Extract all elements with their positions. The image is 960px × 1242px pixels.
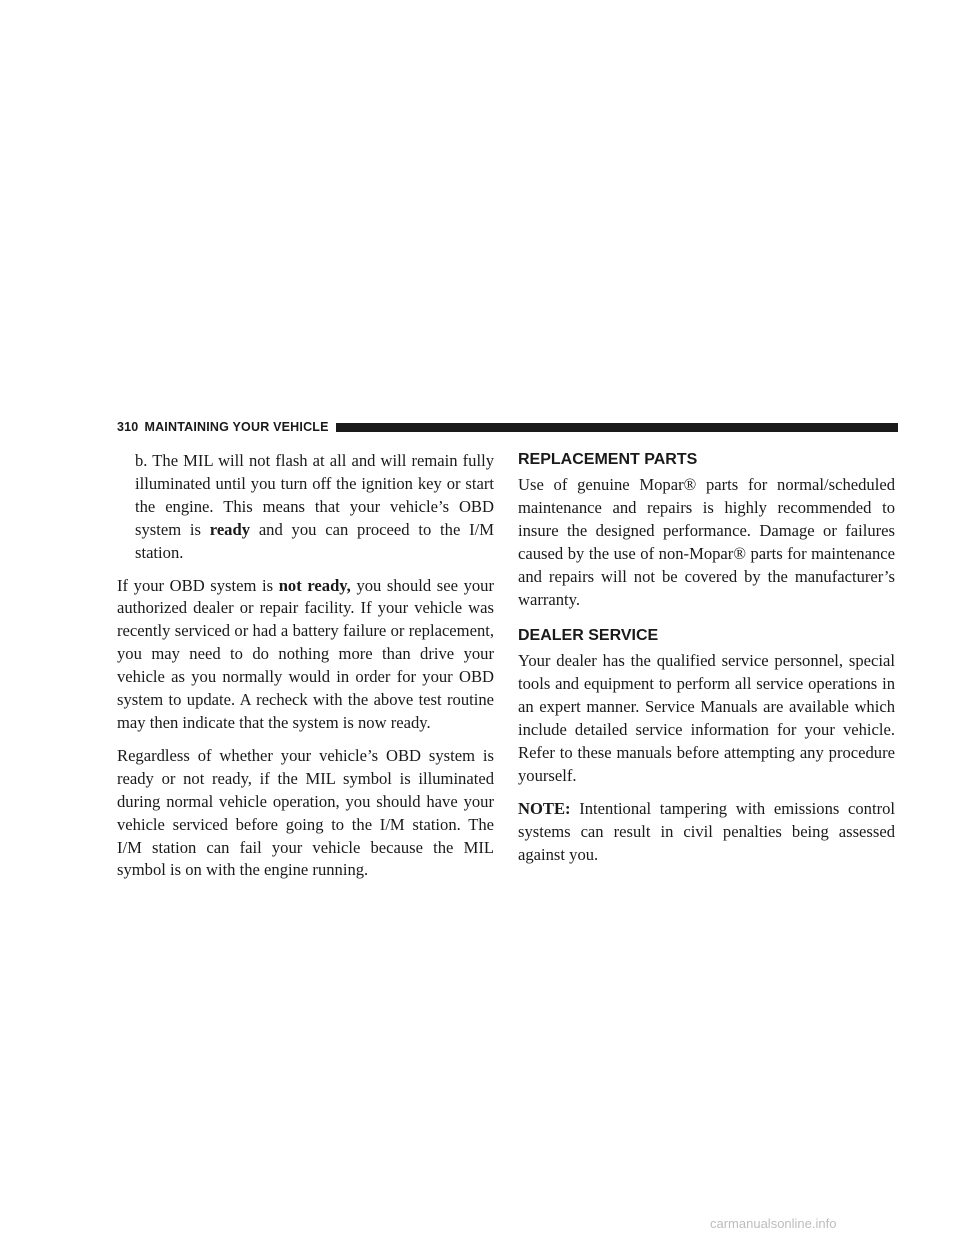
watermark: carmanualsonline.info [710, 1216, 837, 1231]
para-b-text: b. The MIL will not flash at all and will remain fully illuminated until you turn off the ignition key or start the engine. This means that your vehicle’s OBD system is [135, 451, 494, 539]
note-paragraph [518, 798, 895, 867]
page-header [117, 420, 898, 434]
header-rule [336, 423, 898, 432]
obd-not-ready-paragraph [117, 575, 494, 735]
para-b-end: and you can proceed to the I/M station. [135, 519, 494, 562]
replacement-parts-paragraph: Use of genuine Mopar® parts for normal/scheduled maintenance and repairs is highly recommended to insure the designed performance. Damage or failures caused by the use of non-Mopar® parts for maintenance and repairs will not be covered by the manufacturer’s warranty. [518, 475, 895, 609]
para-2-end: you should see your authorized dealer or repair facility. If your vehicle was recently serviced or had a battery failure or replacement, you may need to do nothing more than drive your vehicle as you normally would in order for your OBD system to update. A recheck with the above test routine may then indicate that the system is now ready. [117, 575, 494, 732]
replacement-parts-heading: REPLACEMENT PARTS [518, 451, 698, 468]
not-ready-term: not ready, [278, 575, 351, 595]
dealer-service-heading: DEALER SERVICE [518, 627, 659, 645]
mil-not-flash-paragraph [117, 450, 494, 565]
ready-term: ready [209, 519, 251, 539]
left-column [117, 450, 494, 892]
note-text: Intentional tampering with emissions control systems can result in civil penalties being assessed against you. [518, 798, 895, 864]
right-column [518, 450, 895, 877]
note-label: NOTE: [518, 798, 571, 818]
dealer-service-paragraph: Your dealer has the qualified service personnel, special tools and equipment to perform all service operations in an expert manner. Service Manuals are available which include detailed service information for your vehicle. Refer to these manuals before attempting any procedure yourself. [518, 651, 895, 785]
para-2-start: If your OBD system is [117, 575, 274, 595]
section-title: MAINTAINING YOUR VEHICLE [144, 420, 329, 434]
mil-illuminated-paragraph: Regardless of whether your vehicle’s OBD system is ready or not ready, if the MIL symbol is illuminated during normal vehicle operation, you should have your vehicle serviced before going to the I/M station. The I/M station can fail your vehicle because the MIL symbol is on with the engine running. [117, 745, 494, 880]
page-number: 310 [117, 420, 139, 434]
